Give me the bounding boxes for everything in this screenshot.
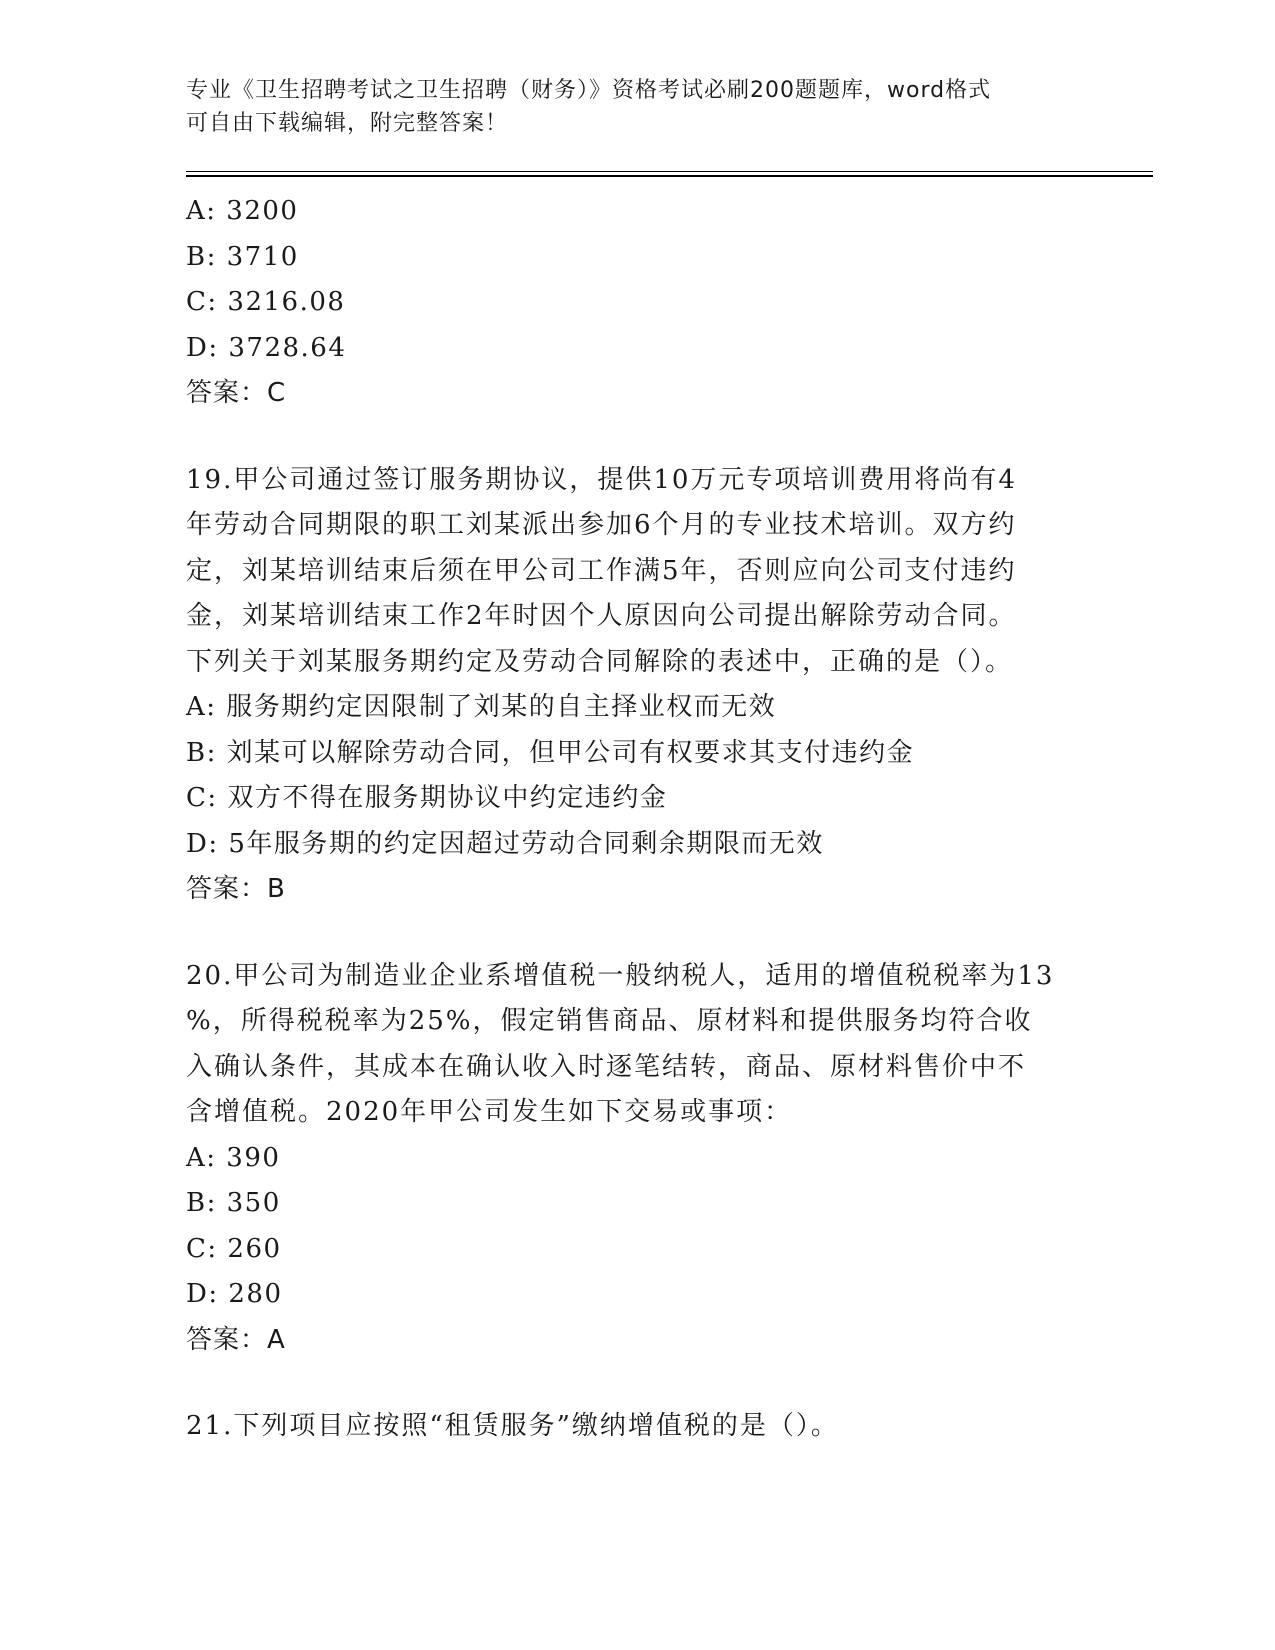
question-stem-line: 21.下列项目应按照“租赁服务”缴纳增值税的是（）。 [186, 1411, 839, 1441]
answer-label: 答案：C [186, 378, 287, 408]
document-header [186, 74, 1086, 140]
spacer [186, 913, 1086, 954]
question-stem-line: 金，刘某培训结束工作2年时因个人原因向公司提出解除劳动合同。 [186, 601, 1017, 631]
option-c: C: 3216.08 [186, 287, 346, 317]
answer-label: 答案：A [186, 1324, 286, 1355]
header-line-2: 可自由下载编辑，附完整答案！ [186, 111, 509, 136]
question-stem-line: 20.甲公司为制造业企业系增值税一般纳税人，适用的增值税税率为13 [186, 960, 1055, 991]
option-c: C: 双方不得在服务期协议中约定违约金 [186, 783, 668, 813]
answer-label: 答案：B [186, 874, 286, 904]
option-b: B: 350 [186, 1188, 281, 1218]
question-21 [186, 1404, 1086, 1450]
question-18 [186, 189, 1086, 417]
question-stem-line: 入确认条件，其成本在确认收入时逐笔结转，商品、原材料售价中不 [186, 1051, 1027, 1082]
question-20 [186, 954, 1086, 1364]
header-rule-thick [186, 175, 1153, 177]
question-19 [186, 458, 1086, 913]
option-b: B: 3710 [186, 241, 299, 272]
question-stem-line: 19.甲公司通过签订服务期协议，提供10万元专项培训费用将尚有4 [186, 464, 1017, 495]
header-line-1: 专业《卫生招聘考试之卫生招聘（财务）》资格考试必刷200题题库，word格式 [186, 78, 992, 103]
question-stem-line: %，所得税税率为25%，假定销售商品、原材料和提供服务均符合收 [186, 1006, 1033, 1036]
option-a: A: 390 [186, 1142, 281, 1173]
question-stem-line: 年劳动合同期限的职工刘某派出参加6个月的专业技术培训。双方约 [186, 510, 1017, 540]
option-a: A: 服务期约定因限制了刘某的自主择业权而无效 [186, 692, 777, 722]
option-d: D: 5年服务期的约定因超过劳动合同剩余期限而无效 [186, 828, 824, 859]
spacer [186, 1363, 1086, 1404]
question-stem-line: 定，刘某培训结束后须在甲公司工作满5年，否则应向公司支付违约 [186, 555, 1017, 586]
question-stem-line: 下列关于刘某服务期约定及劳动合同解除的表述中，正确的是（）。 [186, 646, 1014, 677]
header-rule-thin [186, 171, 1153, 172]
spacer [186, 417, 1086, 458]
option-a: A: 3200 [186, 196, 299, 226]
option-c: C: 260 [186, 1233, 282, 1264]
option-d: D: 280 [186, 1279, 283, 1309]
question-content [186, 189, 1086, 1450]
option-d: D: 3728.64 [186, 332, 347, 363]
question-stem-line: 含增值税。2020年甲公司发生如下交易或事项： [186, 1097, 793, 1127]
option-b: B: 刘某可以解除劳动合同，但甲公司有权要求其支付违约金 [186, 737, 915, 768]
